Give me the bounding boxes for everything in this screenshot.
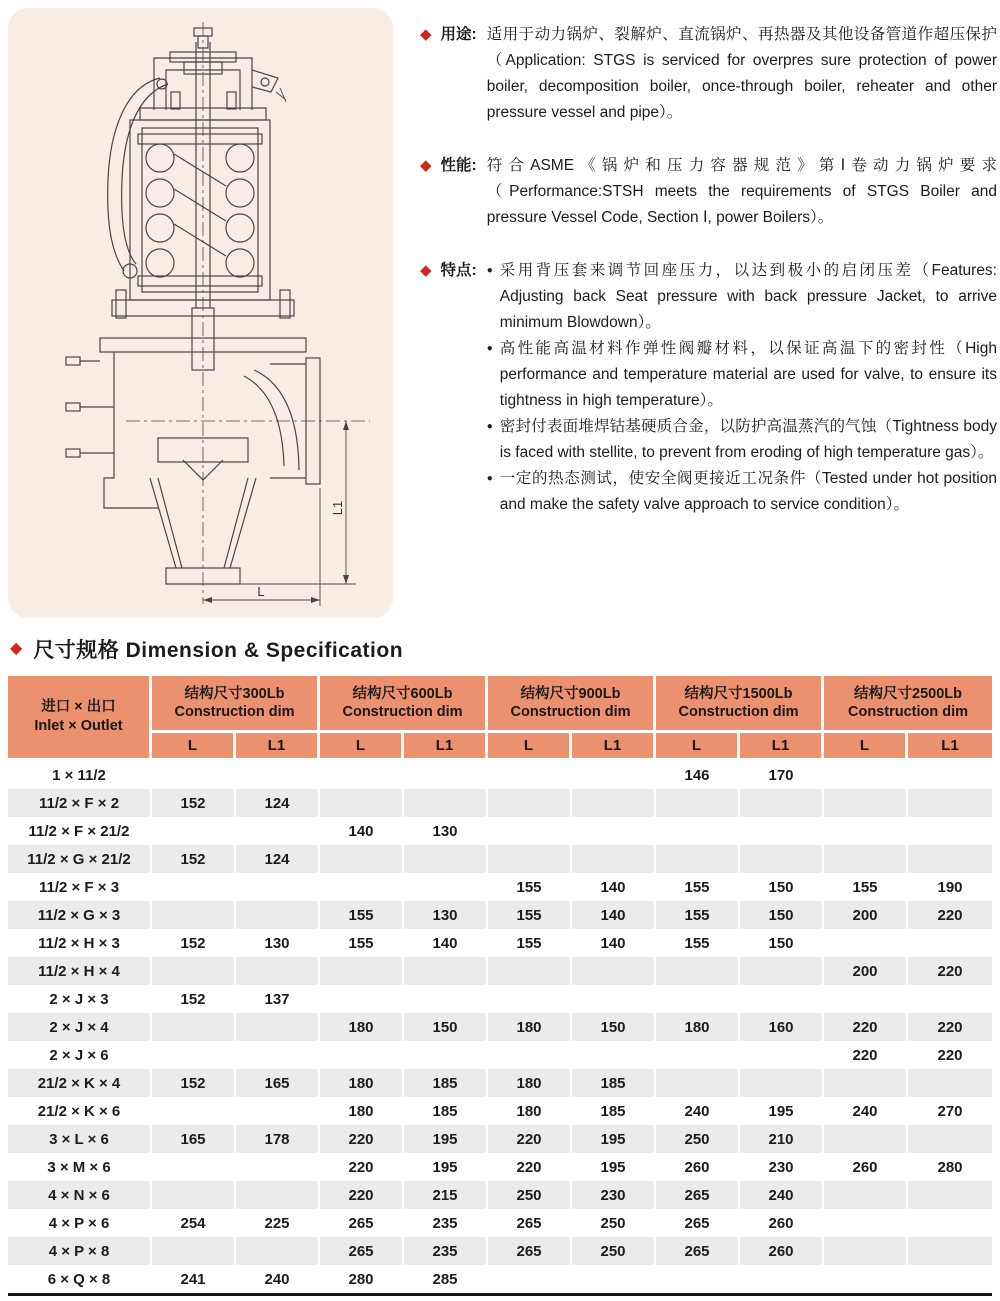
dim-value-cell: [236, 1237, 320, 1265]
dim-value-cell: [488, 1041, 572, 1069]
usage-label: 用途:: [440, 26, 477, 43]
dim-value-cell: [740, 1041, 824, 1069]
dim-value-cell: [740, 789, 824, 817]
dim-value-cell: 140: [572, 901, 656, 929]
dim-value-cell: [656, 985, 740, 1013]
inlet-outlet-size-cell: 11/2 × F × 21/2: [8, 817, 152, 845]
dim-value-cell: 200: [824, 901, 908, 929]
table-row: [8, 957, 992, 985]
group-header-300lb: 结构尺寸300Lb Construction dim: [152, 676, 320, 733]
dim-value-cell: 140: [572, 873, 656, 901]
dim-value-cell: 280: [320, 1265, 404, 1293]
dim-value-cell: 220: [320, 1153, 404, 1181]
usage-text: 适用于动力锅炉、裂解炉、直流锅炉、再热器及其他设备管道作超压保护（Application: STGS is serviced for overpres sure protection of power boiler, decomposition boiler, once-through boiler, reheater and other pressure vessel and pipe）。: [486, 26, 997, 121]
dim-value-cell: [404, 789, 488, 817]
dim-value-cell: 250: [572, 1237, 656, 1265]
col-header-l1: L1: [404, 733, 488, 761]
dim-value-cell: [236, 873, 320, 901]
dim-value-cell: 235: [404, 1209, 488, 1237]
dim-value-cell: 160: [740, 1013, 824, 1041]
dim-value-cell: [656, 817, 740, 845]
dim-value-cell: [824, 1125, 908, 1153]
dim-value-cell: 260: [824, 1153, 908, 1181]
col-header-l1: L1: [908, 733, 992, 761]
dim-value-cell: [740, 985, 824, 1013]
dim-value-cell: 240: [824, 1097, 908, 1125]
dim-value-cell: 225: [236, 1209, 320, 1237]
diamond-bullet-icon: ◆: [420, 262, 432, 279]
dim-value-cell: [572, 845, 656, 873]
dim-value-cell: [488, 1265, 572, 1293]
dim-value-cell: 165: [236, 1069, 320, 1097]
dim-value-cell: [404, 845, 488, 873]
dim-value-cell: 137: [236, 985, 320, 1013]
inlet-outlet-size-cell: 4 × P × 6: [8, 1209, 152, 1237]
dim-value-cell: 180: [488, 1013, 572, 1041]
dim-value-cell: 152: [152, 985, 236, 1013]
dim-value-cell: 235: [404, 1237, 488, 1265]
dim-value-cell: 220: [488, 1125, 572, 1153]
col-header-l: L: [320, 733, 404, 761]
dim-value-cell: [320, 845, 404, 873]
inlet-outlet-size-cell: 11/2 × H × 4: [8, 957, 152, 985]
dim-value-cell: 155: [656, 901, 740, 929]
inlet-outlet-size-cell: 4 × N × 6: [8, 1181, 152, 1209]
dim-value-cell: [572, 985, 656, 1013]
dim-value-cell: 240: [656, 1097, 740, 1125]
dim-value-cell: 180: [488, 1069, 572, 1097]
dim-value-cell: [908, 929, 992, 957]
dim-value-cell: 240: [740, 1181, 824, 1209]
dim-value-cell: 155: [488, 929, 572, 957]
dim-value-cell: [488, 845, 572, 873]
dim-value-cell: [740, 1265, 824, 1293]
inlet-outlet-size-cell: 3 × M × 6: [8, 1153, 152, 1181]
dim-value-cell: [908, 789, 992, 817]
dim-value-cell: [488, 789, 572, 817]
dim-value-cell: [152, 873, 236, 901]
dim-value-cell: [656, 1041, 740, 1069]
dim-value-cell: [740, 817, 824, 845]
col-header-l1: L1: [740, 733, 824, 761]
dim-value-cell: [488, 957, 572, 985]
inlet-outlet-size-cell: 11/2 × H × 3: [8, 929, 152, 957]
dim-value-cell: 155: [656, 929, 740, 957]
dim-value-cell: 190: [937, 878, 963, 896]
table-row: [8, 1265, 992, 1293]
dim-value-cell: 165: [152, 1125, 236, 1153]
dim-value-cell: 155: [656, 873, 740, 901]
dim-value-cell: 220: [824, 1013, 908, 1041]
dim-value-cell: 185: [404, 1069, 488, 1097]
dim-value-cell: 265: [488, 1209, 572, 1237]
dim-value-cell: [908, 845, 992, 873]
dim-value-cell: [656, 1069, 740, 1097]
dimension-section-title: [10, 634, 403, 664]
dim-value-cell: 150: [572, 1013, 656, 1041]
table-row: [8, 985, 992, 1013]
table-row: [8, 873, 992, 901]
dim-value-cell: [908, 1209, 992, 1237]
dim-value-cell: [404, 985, 488, 1013]
dim-value-cell: [908, 1237, 992, 1265]
dim-value-cell: [740, 957, 824, 985]
col-header-l: L: [152, 733, 236, 761]
dim-value-cell: 195: [740, 1097, 824, 1125]
dim-value-cell: 130: [404, 901, 488, 929]
inlet-outlet-size-cell: 11/2 × G × 21/2: [8, 845, 152, 873]
dim-value-cell: [404, 873, 488, 901]
description-column: [420, 22, 997, 545]
dim-value-cell: [488, 817, 572, 845]
dim-value-cell: 130: [236, 929, 320, 957]
dim-value-cell: [404, 957, 488, 985]
feature-item: [487, 336, 997, 414]
table-row: [8, 1097, 992, 1125]
dim-value-cell: [572, 957, 656, 985]
inlet-outlet-size-cell: 2 × J × 6: [8, 1041, 152, 1069]
dim-value-cell: [740, 1069, 824, 1097]
dim-value-cell: 140: [404, 929, 488, 957]
table-row: [8, 1181, 992, 1209]
performance-section: [420, 153, 997, 231]
col-header-l: L: [824, 733, 908, 761]
features-label: 特点:: [440, 262, 477, 279]
dim-value-cell: 180: [320, 1069, 404, 1097]
dim-value-cell: [572, 1041, 656, 1069]
dim-value-cell: [824, 1237, 908, 1265]
dim-value-cell: [908, 1125, 992, 1153]
dim-value-cell: 220: [908, 901, 992, 929]
dim-value-cell: 220: [937, 1046, 963, 1064]
dim-value-cell: 195: [404, 1125, 488, 1153]
dim-value-cell: [656, 957, 740, 985]
dim-value-cell: 195: [404, 1153, 488, 1181]
dim-value-cell: 265: [320, 1209, 404, 1237]
dim-value-cell: 220: [824, 1041, 908, 1069]
dim-value-cell: [824, 1069, 908, 1097]
dim-value-cell: [824, 1209, 908, 1237]
group-header-2500lb: 结构尺寸2500Lb Construction dim: [824, 676, 992, 733]
dim-value-cell: 140: [320, 817, 404, 845]
table-row: [8, 1153, 992, 1181]
dim-value-cell: [152, 1153, 236, 1181]
dim-value-cell: 150: [740, 873, 824, 901]
dim-value-cell: 178: [236, 1125, 320, 1153]
table-row: [8, 789, 992, 817]
performance-label: 性能:: [440, 157, 477, 174]
dim-value-cell: 220: [908, 1013, 992, 1041]
dim-value-cell: 260: [740, 1237, 824, 1265]
inlet-outlet-en: Inlet × Outlet: [34, 718, 123, 734]
dim-value-cell: 220: [320, 1181, 404, 1209]
inlet-outlet-size-cell: 4 × P × 8: [8, 1237, 152, 1265]
dim-value-cell: 241: [152, 1265, 236, 1293]
group-header-600lb: 结构尺寸600Lb Construction dim: [320, 676, 488, 733]
dot-bullet-icon: ●: [486, 421, 493, 432]
dim-value-cell: [152, 1097, 236, 1125]
dim-value-cell: [824, 845, 908, 873]
dim-value-cell: 155: [488, 873, 572, 901]
dim-value-cell: [236, 1041, 320, 1069]
inlet-outlet-zh: 进口 × 出口: [41, 699, 116, 715]
dim-value-cell: 150: [740, 901, 824, 929]
group-header-900lb: 结构尺寸900Lb Construction dim: [488, 676, 656, 733]
table-row: [8, 929, 992, 957]
dim-value-cell: 152: [152, 1069, 236, 1097]
usage-section: [420, 22, 997, 126]
dim-value-cell: 250: [656, 1125, 740, 1153]
dim-value-cell: 155: [320, 929, 404, 957]
dim-value-cell: 265: [656, 1209, 740, 1237]
dim-value-cell: 152: [152, 789, 236, 817]
dim-value-cell: [824, 1265, 908, 1293]
features-section: [420, 258, 997, 518]
dim-value-cell: [152, 1013, 236, 1041]
dim-value-cell: 265: [656, 1181, 740, 1209]
dim-value-cell: [824, 929, 908, 957]
dim-value-cell: 250: [572, 1209, 656, 1237]
inlet-outlet-header: [8, 676, 152, 761]
dim-value-cell: 270: [937, 1102, 963, 1120]
dim-value-cell: 265: [320, 1237, 404, 1265]
dim-value-cell: 230: [572, 1181, 656, 1209]
dim-value-cell: 265: [656, 1237, 740, 1265]
section-title-text: 尺寸规格 Dimension & Specification: [33, 639, 404, 662]
dim-value-cell: [152, 761, 236, 789]
dim-value-cell: [236, 761, 320, 789]
dim-value-cell: [824, 817, 908, 845]
table-row: [8, 1209, 992, 1237]
col-header-l1: L1: [236, 733, 320, 761]
dim-value-cell: [488, 761, 572, 789]
dim-value-cell: [908, 1181, 992, 1209]
feature-text: 采用背压套来调节回座压力，以达到极小的启闭压差（Features: Adjusting back Seat pressure with back pressure Jacket, to arrive minimum Blowdown）。: [499, 262, 997, 331]
dim-value-cell: [656, 789, 740, 817]
spec-table: [8, 676, 992, 1296]
table-row: [8, 1125, 992, 1153]
table-row: [8, 1041, 992, 1069]
dim-value-cell: 260: [656, 1153, 740, 1181]
col-header-l: L: [488, 733, 572, 761]
table-sub-header-row: [8, 733, 992, 761]
feature-item: [487, 414, 997, 466]
dim-value-cell: 254: [152, 1209, 236, 1237]
dim-value-cell: [320, 789, 404, 817]
dim-label-l1: L1: [330, 500, 345, 516]
dim-value-cell: 220: [908, 957, 992, 985]
table-row: [8, 1013, 992, 1041]
feature-item: [487, 258, 997, 336]
dim-value-cell: 220: [488, 1153, 572, 1181]
inlet-outlet-size-cell: 6 × Q × 8: [8, 1265, 152, 1293]
features-bullet-list: [487, 258, 997, 518]
dim-value-cell: 230: [740, 1153, 824, 1181]
dim-value-cell: [320, 873, 404, 901]
table-row: [8, 817, 992, 845]
dim-value-cell: 210: [740, 1125, 824, 1153]
dim-value-cell: [824, 789, 908, 817]
dim-value-cell: 180: [320, 1097, 404, 1125]
col-header-l: L: [656, 733, 740, 761]
dim-value-cell: 195: [572, 1153, 656, 1181]
dim-value-cell: [572, 761, 656, 789]
dim-value-cell: [152, 957, 236, 985]
feature-text: 密封付表面堆焊钴基硬质合金，以防护高温蒸汽的气蚀（Tightness body is faced with stellite, to prevent from eroding of high temperature gas）。: [499, 418, 997, 461]
dim-value-cell: 152: [152, 845, 236, 873]
dim-value-cell: [152, 1181, 236, 1209]
dim-value-cell: [908, 761, 992, 789]
dim-value-cell: [320, 957, 404, 985]
dim-value-cell: 200: [824, 957, 908, 985]
table-row: [8, 761, 992, 789]
dim-value-cell: 140: [572, 929, 656, 957]
dim-value-cell: [152, 817, 236, 845]
dim-value-cell: [572, 789, 656, 817]
dim-value-cell: 180: [656, 1013, 740, 1041]
dot-bullet-icon: ●: [486, 473, 493, 484]
diamond-bullet-icon: ◆: [420, 157, 432, 174]
spec-table-body: [8, 761, 992, 1293]
dim-value-cell: [824, 1181, 908, 1209]
dim-value-cell: [320, 1041, 404, 1069]
inlet-outlet-size-cell: 21/2 × K × 4: [8, 1069, 152, 1097]
dim-value-cell: [152, 901, 236, 929]
dim-value-cell: 220: [320, 1125, 404, 1153]
feature-text: 高性能高温材料作弹性阀瓣材料，以保证高温下的密封性（High performance and temperature material are used for valve, to ensure its tightness in high temperature）。: [499, 340, 997, 409]
inlet-outlet-size-cell: 1 × 11/2: [8, 761, 152, 789]
dot-bullet-icon: ●: [486, 343, 493, 354]
dim-value-cell: [236, 1013, 320, 1041]
dim-value-cell: [740, 845, 824, 873]
dim-value-cell: 280: [937, 1158, 963, 1176]
dim-value-cell: [236, 1153, 320, 1181]
diamond-bullet-icon: ◆: [10, 640, 23, 657]
inlet-outlet-size-cell: 11/2 × F × 3: [8, 873, 152, 901]
dim-value-cell: 265: [488, 1237, 572, 1265]
col-header-l1: L1: [572, 733, 656, 761]
dim-value-cell: 155: [488, 901, 572, 929]
dim-value-cell: 124: [236, 845, 320, 873]
dim-value-cell: [824, 761, 908, 789]
dim-value-cell: 170: [740, 761, 824, 789]
dim-value-cell: 180: [488, 1097, 572, 1125]
dim-value-cell: 150: [740, 929, 824, 957]
group-header-1500lb: 结构尺寸1500Lb Construction dim: [656, 676, 824, 733]
feature-item: [487, 466, 997, 518]
inlet-outlet-size-cell: 2 × J × 3: [8, 985, 152, 1013]
valve-drawing-panel: [8, 8, 393, 618]
diamond-bullet-icon: ◆: [420, 26, 432, 43]
feature-text: 一定的热态测试，使安全阀更接近工况条件（Tested under hot position and make the safety valve approach to service condition）。: [499, 470, 997, 513]
dim-value-cell: [824, 985, 908, 1013]
dim-value-cell: 250: [488, 1181, 572, 1209]
valve-drawing: [8, 8, 393, 618]
dim-value-cell: [488, 985, 572, 1013]
dim-value-cell: [908, 1265, 992, 1293]
dim-value-cell: [236, 1097, 320, 1125]
dim-label-l: L: [257, 584, 265, 599]
table-row: [8, 1237, 992, 1265]
dim-value-cell: 155: [320, 901, 404, 929]
dim-value-cell: [152, 1041, 236, 1069]
dim-value-cell: 185: [572, 1069, 656, 1097]
dim-value-cell: [236, 1181, 320, 1209]
dim-value-cell: [656, 845, 740, 873]
dim-value-cell: 180: [320, 1013, 404, 1041]
table-row: [8, 1069, 992, 1097]
dim-value-cell: [656, 1265, 740, 1293]
dim-value-cell: 146: [656, 761, 740, 789]
dim-value-cell: [572, 817, 656, 845]
dim-value-cell: [320, 985, 404, 1013]
dim-value-cell: [152, 1237, 236, 1265]
performance-text: 符合ASME《锅炉和压力容器规范》第Ⅰ卷动力锅炉要求（Performance:STSH meets the requirements of STGS Boiler and pressure Vessel Code, Section Ⅰ, power Boilers）。: [486, 157, 997, 226]
dim-value-cell: [572, 1265, 656, 1293]
dim-value-cell: [404, 1041, 488, 1069]
table-row: [8, 901, 992, 929]
dim-value-cell: 130: [404, 817, 488, 845]
table-group-header-row: [8, 676, 992, 733]
dim-value-cell: [908, 985, 992, 1013]
dim-value-cell: 150: [404, 1013, 488, 1041]
dim-value-cell: 152: [152, 929, 236, 957]
dim-value-cell: [320, 761, 404, 789]
inlet-outlet-size-cell: 2 × J × 4: [8, 1013, 152, 1041]
dim-value-cell: [236, 957, 320, 985]
dim-value-cell: 124: [236, 789, 320, 817]
dim-value-cell: 155: [824, 873, 908, 901]
dim-value-cell: [236, 901, 320, 929]
dot-bullet-icon: ●: [486, 265, 493, 276]
dim-value-cell: 185: [404, 1097, 488, 1125]
dim-value-cell: 185: [572, 1097, 656, 1125]
dim-value-cell: [236, 817, 320, 845]
dim-value-cell: [908, 1069, 992, 1097]
dim-value-cell: 215: [404, 1181, 488, 1209]
inlet-outlet-size-cell: 11/2 × G × 3: [8, 901, 152, 929]
dim-value-cell: [908, 817, 992, 845]
dim-value-cell: 195: [572, 1125, 656, 1153]
dim-value-cell: [404, 761, 488, 789]
dim-value-cell: 240: [236, 1265, 320, 1293]
table-row: [8, 845, 992, 873]
inlet-outlet-size-cell: 11/2 × F × 2: [8, 789, 152, 817]
dim-value-cell: 285: [404, 1265, 488, 1293]
inlet-outlet-size-cell: 3 × L × 6: [8, 1125, 152, 1153]
dim-value-cell: 260: [740, 1209, 824, 1237]
inlet-outlet-size-cell: 21/2 × K × 6: [8, 1097, 152, 1125]
